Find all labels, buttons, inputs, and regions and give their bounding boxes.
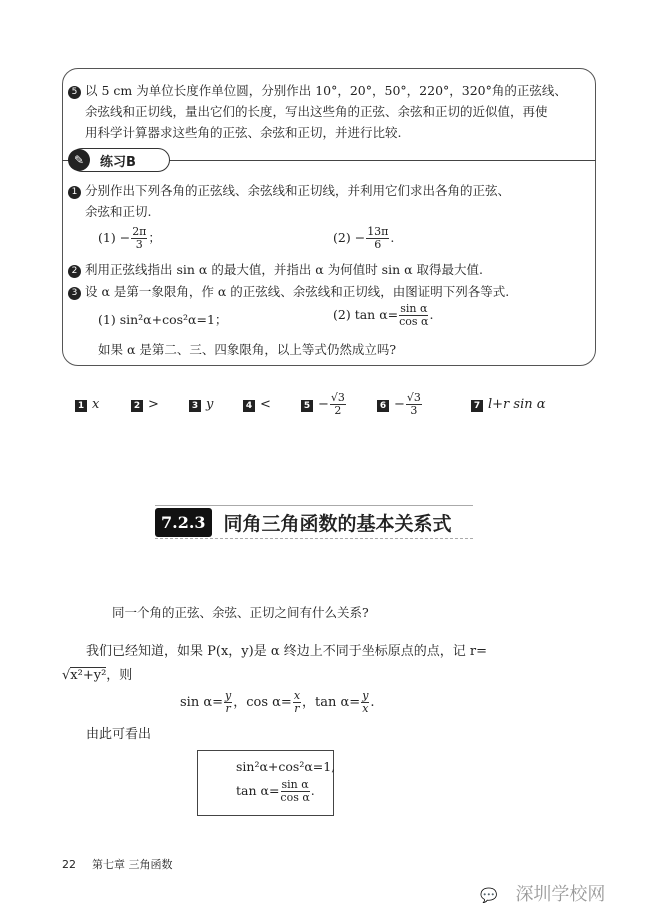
punct: . xyxy=(310,783,315,798)
fraction xyxy=(406,392,422,417)
question-text: 分别作出下列各角的正弦线、余弦线和正切线，并利用它们求出各角的正弦、 xyxy=(85,183,511,198)
q1-part-a xyxy=(98,226,161,251)
numerator: x xyxy=(293,689,301,702)
numerator: y xyxy=(362,689,369,702)
sign: − xyxy=(318,397,329,412)
fraction xyxy=(280,779,309,804)
section-header xyxy=(155,505,473,539)
sign: − xyxy=(354,230,366,245)
punct: . xyxy=(390,230,395,245)
formula: sin²α+cos²α=1； xyxy=(119,312,228,327)
denominator: x xyxy=(362,702,369,715)
fraction xyxy=(131,226,147,251)
denominator: 6 xyxy=(374,238,382,251)
definition-formulas xyxy=(180,690,375,715)
formula: ，cos α= xyxy=(233,695,292,710)
answer-value: y xyxy=(206,397,214,412)
follow-up-question: 如果 α 是第二、三、四象限角，以上等式仍然成立吗? xyxy=(98,342,397,357)
question-2 xyxy=(68,260,483,278)
denominator: 3 xyxy=(135,238,143,251)
answer-number: 1 xyxy=(75,400,87,412)
question-1 xyxy=(68,180,510,222)
answer-number: 2 xyxy=(131,400,143,412)
numerator: sin α xyxy=(400,302,428,315)
question-text: 利用正弦线指出 sin α 的最大值，并指出 α 为何值时 sin α 取得最大值. xyxy=(85,262,484,277)
answer-number: 5 xyxy=(301,400,313,412)
footer xyxy=(62,856,173,872)
answer-value: l+r sin α xyxy=(488,397,546,412)
fraction xyxy=(366,226,389,251)
part-label: (1) xyxy=(98,230,116,245)
exercise-line: 用科学计算器求这些角的正弦、余弦和正切，并进行比较. xyxy=(85,125,402,140)
denominator: 3 xyxy=(410,404,418,417)
part-label: (1) xyxy=(98,312,116,327)
answer-number: 6 xyxy=(377,400,389,412)
paragraph: 我们已经知道，如果 P(x，y)是 α 终边上不同于坐标原点的点，记 r= xyxy=(86,644,487,659)
question-text: 设 α 是第一象限角，作 α 的正弦线、余弦线和正切线，由图证明下列各等式. xyxy=(85,284,510,299)
numerator: sin α xyxy=(281,778,309,791)
punct: . xyxy=(429,307,434,322)
denominator: r xyxy=(225,702,231,715)
fraction xyxy=(330,392,346,417)
denominator: r xyxy=(294,702,300,715)
practice-b-header xyxy=(70,148,170,172)
sign: − xyxy=(119,230,131,245)
item-number: 5 xyxy=(68,86,81,99)
guiding-question: 同一个角的正弦、余弦、正切之间有什么关系? xyxy=(112,605,369,620)
wechat-icon: 💬 xyxy=(480,888,498,904)
text: ，则 xyxy=(106,668,133,683)
item-number: 2 xyxy=(68,265,81,278)
numerator: 13π xyxy=(367,225,389,238)
answer-value: < xyxy=(260,397,271,412)
exercise-5 xyxy=(68,80,567,143)
conclusion-text: 由此可看出 xyxy=(86,727,152,742)
q3-part-a xyxy=(98,310,227,328)
fraction xyxy=(399,303,428,328)
question-text: 余弦和正切. xyxy=(85,204,152,219)
watermark xyxy=(480,880,605,906)
numerator: √3 xyxy=(406,391,421,404)
denominator: cos α xyxy=(399,315,429,328)
part-label: (2) xyxy=(333,307,351,322)
page-number: 22 xyxy=(62,858,76,871)
answer-number: 3 xyxy=(189,400,201,412)
paragraph-cont: √x²+y²，则 xyxy=(62,668,133,683)
fraction xyxy=(224,690,232,715)
section-number: 7.2.3 xyxy=(155,508,212,537)
q1-part-b xyxy=(333,226,394,251)
punct: ； xyxy=(148,230,161,245)
answer-number: 4 xyxy=(243,400,255,412)
q3-part-b xyxy=(333,303,433,328)
fraction xyxy=(361,690,369,715)
punct: . xyxy=(370,695,375,710)
answers-row xyxy=(75,392,546,417)
question-3 xyxy=(68,282,509,300)
formula: tan α= xyxy=(236,783,280,798)
section-title: 同角三角函数的基本关系式 xyxy=(223,512,452,535)
answer-value: x xyxy=(92,397,100,412)
chapter-label: 第七章 三角函数 xyxy=(92,858,173,871)
identity-box xyxy=(197,750,334,816)
numerator: √3 xyxy=(330,391,345,404)
part-label: (2) xyxy=(333,230,351,245)
denominator: 2 xyxy=(334,404,342,417)
exercise-line: 以 5 cm 为单位长度作单位圆，分别作出 10°，20°，50°，220°，320°角的正弦线、 xyxy=(85,83,567,98)
sign: − xyxy=(394,397,405,412)
item-number: 3 xyxy=(68,287,81,300)
pencil-icon: ✎ xyxy=(68,149,90,171)
watermark-text: 深圳学校网 xyxy=(515,884,606,905)
denominator: cos α xyxy=(280,791,310,804)
answer-number: 7 xyxy=(471,400,483,412)
formula: sin α= xyxy=(180,695,224,710)
exercise-line: 余弦线和正切线，量出它们的长度，写出这些角的正弦、余弦和正切的近似值，再使 xyxy=(85,104,548,119)
formula: ，tan α= xyxy=(302,695,361,710)
answer-value: > xyxy=(148,397,159,412)
identity-1: sin²α+cos²α=1, xyxy=(236,759,336,774)
sqrt-expression: x²+y² xyxy=(70,668,107,683)
numerator: y xyxy=(225,689,232,702)
formula: tan α= xyxy=(354,307,399,322)
fraction xyxy=(293,690,301,715)
numerator: 2π xyxy=(132,225,147,238)
identity-2 xyxy=(236,779,315,804)
practice-label: 练习B xyxy=(100,154,136,170)
item-number: 1 xyxy=(68,186,81,199)
